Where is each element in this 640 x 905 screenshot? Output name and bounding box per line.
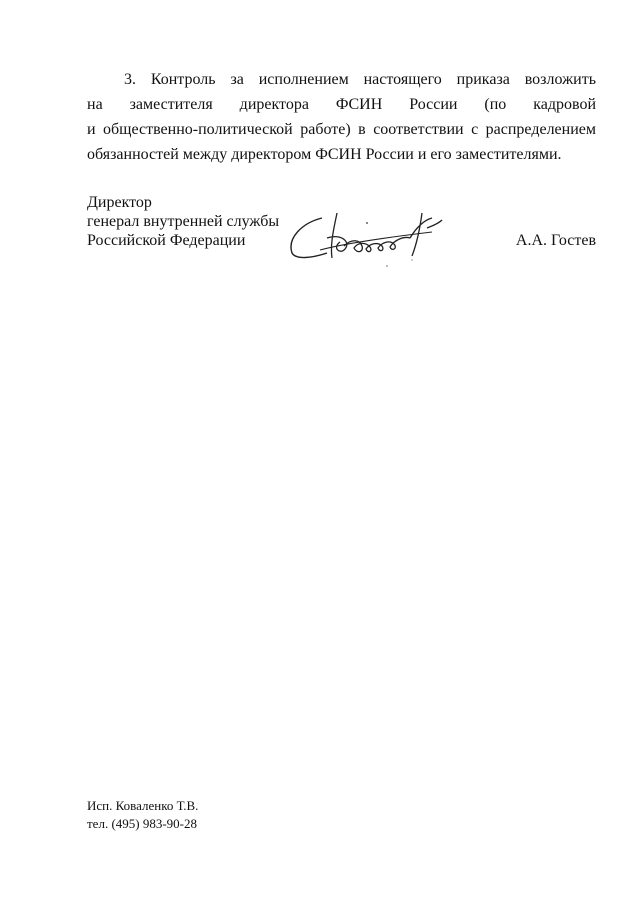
paragraph-line-4: обязанностей между директором ФСИН России и его заместителями. — [87, 146, 562, 163]
paragraph-line-1: 3. Контроль за исполнением настоящего приказа возложить — [124, 71, 596, 88]
executor-footer — [87, 797, 198, 833]
paragraph-line-2: на заместителя директора ФСИН России (по кадровой — [87, 96, 596, 113]
signer-position — [87, 193, 279, 250]
executor-phone: тел. (495) 983-90-28 — [87, 816, 198, 831]
signer-name: А.А. Гостев — [515, 232, 596, 249]
order-paragraph — [87, 67, 596, 167]
handwritten-signature — [282, 198, 457, 273]
signer-rank: генерал внутренней службы — [87, 213, 280, 230]
executor-name: Исп. Коваленко Т.В. — [87, 798, 199, 813]
paragraph-line-3: и общественно-политической работе) в соответствии с распределением — [87, 121, 596, 138]
signature-block — [87, 193, 596, 283]
signer-rank-country: Российской Федерации — [87, 232, 246, 249]
signer-title: Директор — [87, 194, 152, 211]
